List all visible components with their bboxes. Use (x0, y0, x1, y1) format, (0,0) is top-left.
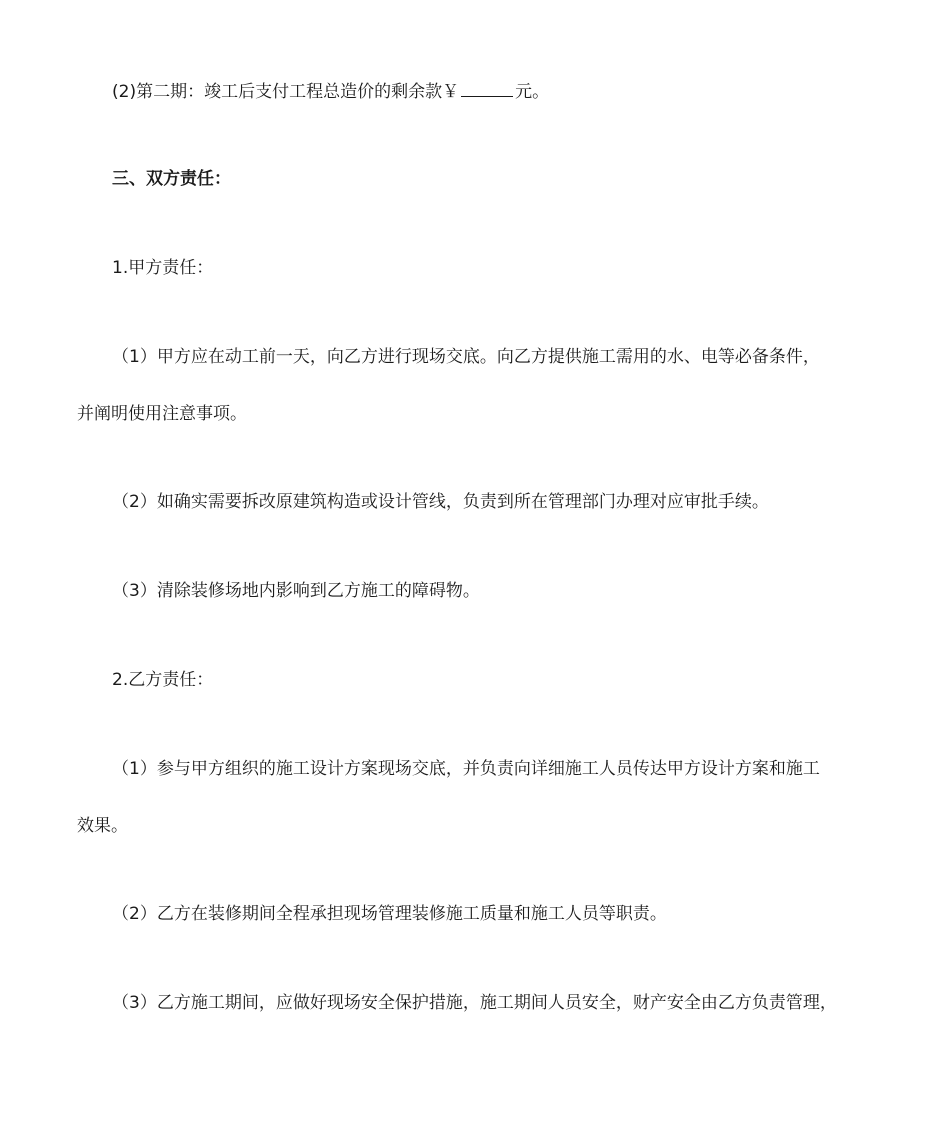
section-3-heading: 三、双方责任： (112, 169, 231, 189)
party-a-item-3: （3）清除装修场地内影响到乙方施工的障碍物。 (112, 581, 480, 601)
party-b-item-1-line-1: （1）参与甲方组织的施工设计方案现场交底，并负责向详细施工人员传达甲方设计方案和施工 (112, 759, 820, 779)
party-b-item-1-line-2: 效果。 (77, 816, 128, 836)
party-a-item-2: （2）如确实需要拆改原建筑构造或设计管线，负责到所在管理部门办理对应审批手续。 (112, 492, 769, 512)
party-a-item-1-line-2: 并阐明使用注意事项。 (77, 404, 247, 424)
party-a-item-1-line-1: （1）甲方应在动工前一天，向乙方进行现场交底。向乙方提供施工需用的水、电等必备条件， (112, 347, 820, 367)
party-b-item-2: （2）乙方在装修期间全程承担现场管理装修施工质量和施工人员等职责。 (112, 904, 667, 924)
amount-blank (461, 78, 513, 97)
payment-phase-2-unit: 元。 (515, 82, 550, 102)
payment-phase-2-text: (2)第二期：竣工后支付工程总造价的剩余款￥ (112, 82, 460, 102)
party-b-heading: 2.乙方责任： (112, 670, 214, 690)
party-b-item-3: （3）乙方施工期间，应做好现场安全保护措施，施工期间人员安全，财产安全由乙方负责管理， (112, 993, 837, 1013)
party-a-heading: 1.甲方责任： (112, 258, 214, 278)
payment-phase-2-line (112, 78, 549, 104)
